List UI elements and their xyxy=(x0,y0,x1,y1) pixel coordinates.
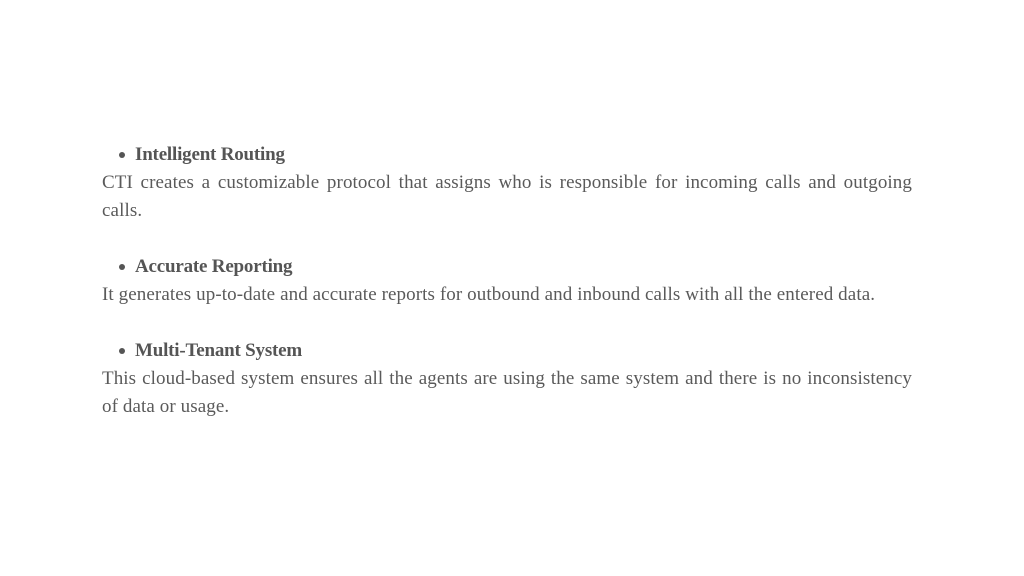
feature-title-row xyxy=(102,337,912,365)
bullet-icon xyxy=(119,152,125,158)
bullet-icon xyxy=(119,264,125,270)
feature-title: Multi-Tenant System xyxy=(135,340,303,361)
bullet-icon xyxy=(119,348,125,354)
feature-description: This cloud-based system ensures all the agents are using the same system and there is no inconsistency of data or usage. xyxy=(102,368,912,417)
feature-item-multi-tenant-system xyxy=(102,337,912,421)
feature-item-intelligent-routing xyxy=(102,141,912,225)
feature-list xyxy=(102,141,912,449)
feature-title: Intelligent Routing xyxy=(135,144,285,165)
feature-title-row xyxy=(102,253,912,281)
feature-description: CTI creates a customizable protocol that assigns who is responsible for incoming calls and outgoing calls. xyxy=(102,172,912,221)
feature-description: It generates up-to-date and accurate reports for outbound and inbound calls with all the entered data. xyxy=(102,284,876,305)
feature-title-row xyxy=(102,141,912,169)
feature-title: Accurate Reporting xyxy=(135,256,293,277)
feature-item-accurate-reporting xyxy=(102,253,912,309)
